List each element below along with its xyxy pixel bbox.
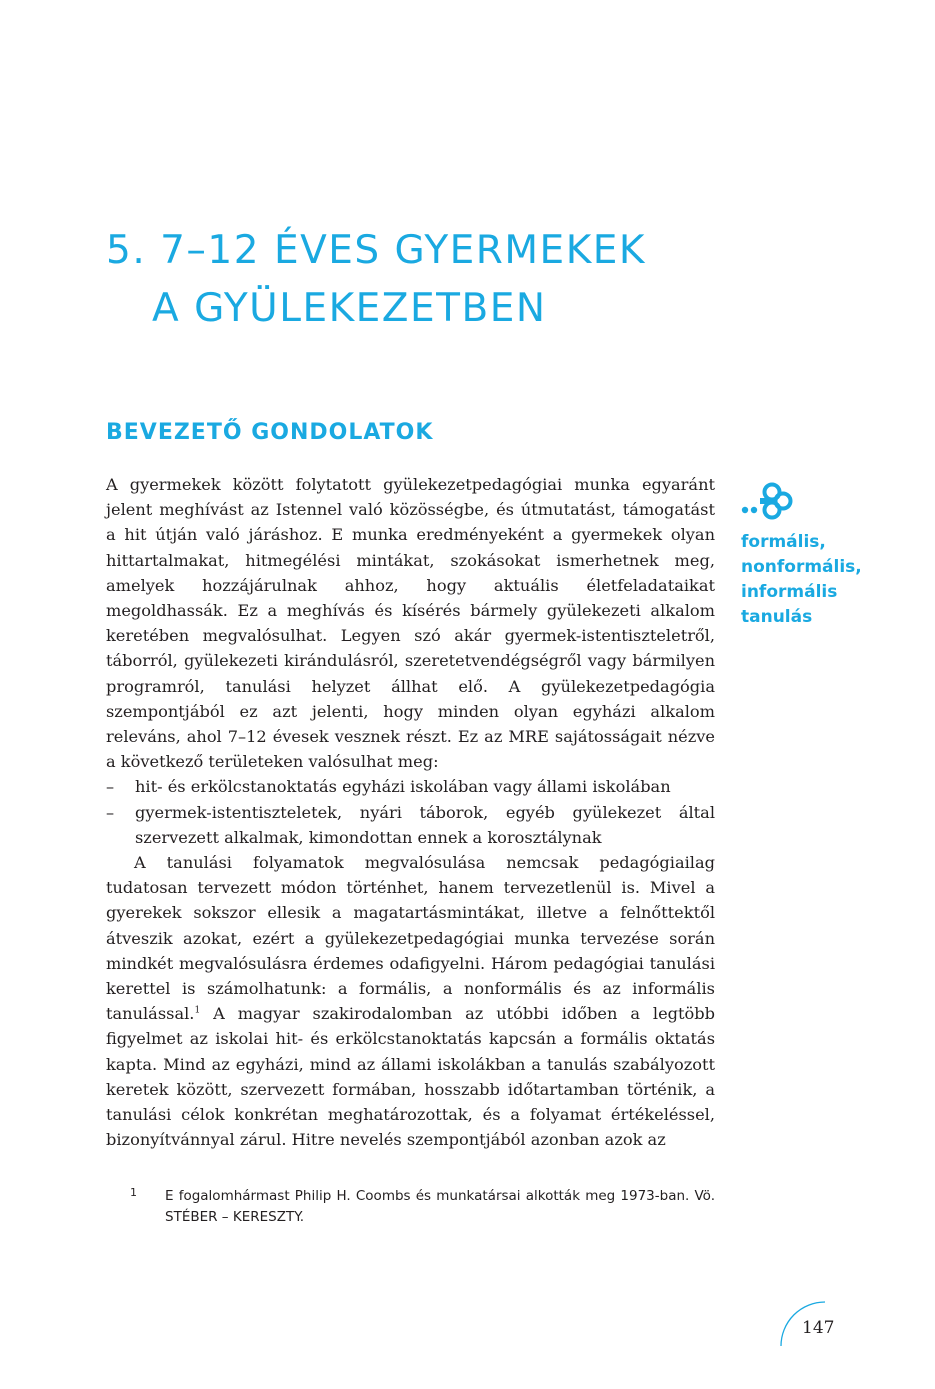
key-icon: [741, 480, 793, 520]
chapter-title-line1: 5. 7–12 ÉVES GYERMEKEK: [106, 228, 646, 273]
page-number-block: [778, 1298, 858, 1348]
sidebar-keyword: nonformális,: [741, 557, 862, 577]
list-dash: –: [106, 802, 115, 822]
section-heading: BEVEZETŐ GONDOLATOK: [106, 420, 434, 445]
sidebar-keyword: tanulás: [741, 607, 813, 627]
page-number: 147: [802, 1318, 835, 1338]
bullet-list: [106, 774, 715, 850]
chapter-title-line2: A GYÜLEKEZETBEN: [152, 286, 547, 331]
list-item: [106, 774, 715, 799]
list-item: [106, 800, 715, 850]
list-item-text: gyermek-istentiszteletek, nyári táborok, egyéb gyülekezet által szervezett alkalmak, kimondottan ennek a korosztálynak: [135, 802, 715, 847]
paragraph-1: A gyermekek között folytatott gyülekezetpedagógiai munka egyaránt jelent meghívást az Istennel való közösségbe, és útmutatást, támogatást a hit útján való járáshoz. E munka eredményeként a gyermekek olyan hittartalmakat, hitmegélési mintákat, szokásokat ismerhetnek meg, amelyek hozzájárulnak ahhoz, hogy aktuális életfeladataikat megoldhassák. Ez a meghívás és kísérés bármely gyülekezeti alkalom keretében megvalósulhat. Legyen szó akár gyermek-istentiszteletről, táborról, gyülekezeti kirándulásról, szeretetvendégségről vagy bármilyen programról, tanulási helyzet állhat elő. A gyülekezetpedagógia szempontjából ez azt jelenti, hogy minden olyan egyházi alkalom releváns, ahol 7–12 évesek vesznek részt. Ez az MRE sajátosságait nézve a következő területeken valósulhat meg:: [106, 475, 715, 772]
paragraph-2-part-1: A tanulási folyamatok megvalósulása nemcsak pedagógiailag tudatosan tervezett módon történhet, hanem tervezetlenül is. Mivel a gyerekek sokszor ellesik a magatartásmintákat, illetve a felnőttektől átveszik azokat, ezért a gyülekezetpedagógiai munka tervezése során mindkét megvalósulásra érdemes odafigyelni. Három pedagógiai tanulási kerettel is számolhatunk: a formális, a nonformális és az informális tanulással.: [106, 853, 715, 1024]
footnote-text: E fogalomhármast Philip H. Coombs és munkatársai alkották meg 1973-ban. Vö. STÉBER – KERESZTY.: [165, 1188, 715, 1225]
sidebar-keywords: [741, 480, 921, 630]
footnote-ref[interactable]: 1: [194, 1005, 201, 1016]
footnote-number: 1: [130, 1186, 137, 1199]
paragraph-2-part-2: A magyar szakirodalomban az utóbbi időben a legtöbb figyelmet az iskolai hit- és erkölcstanoktatás kapcsán a formális oktatás kapta. Mind az egyházi, mind az állami iskolákban a tanulás szabályozott keretek között, szervezett formában, hosszabb időtartamban történik, a tanulási célok konkrétan meghatározottak, és a folyamat értékeléssel, bizonyítvánnyal zárul. Hitre nevelés szempontjából azonban azok az: [106, 1004, 715, 1150]
paragraph-2: [106, 850, 715, 1152]
list-item-text: hit- és erkölcstanoktatás egyházi iskolában vagy állami iskolában: [135, 777, 671, 797]
footnote: [130, 1186, 715, 1228]
list-dash: –: [106, 777, 115, 797]
body-text: [106, 472, 715, 1152]
sidebar-keyword: informális: [741, 582, 838, 602]
sidebar-keyword: formális,: [741, 532, 826, 552]
chapter-title: [106, 222, 726, 338]
